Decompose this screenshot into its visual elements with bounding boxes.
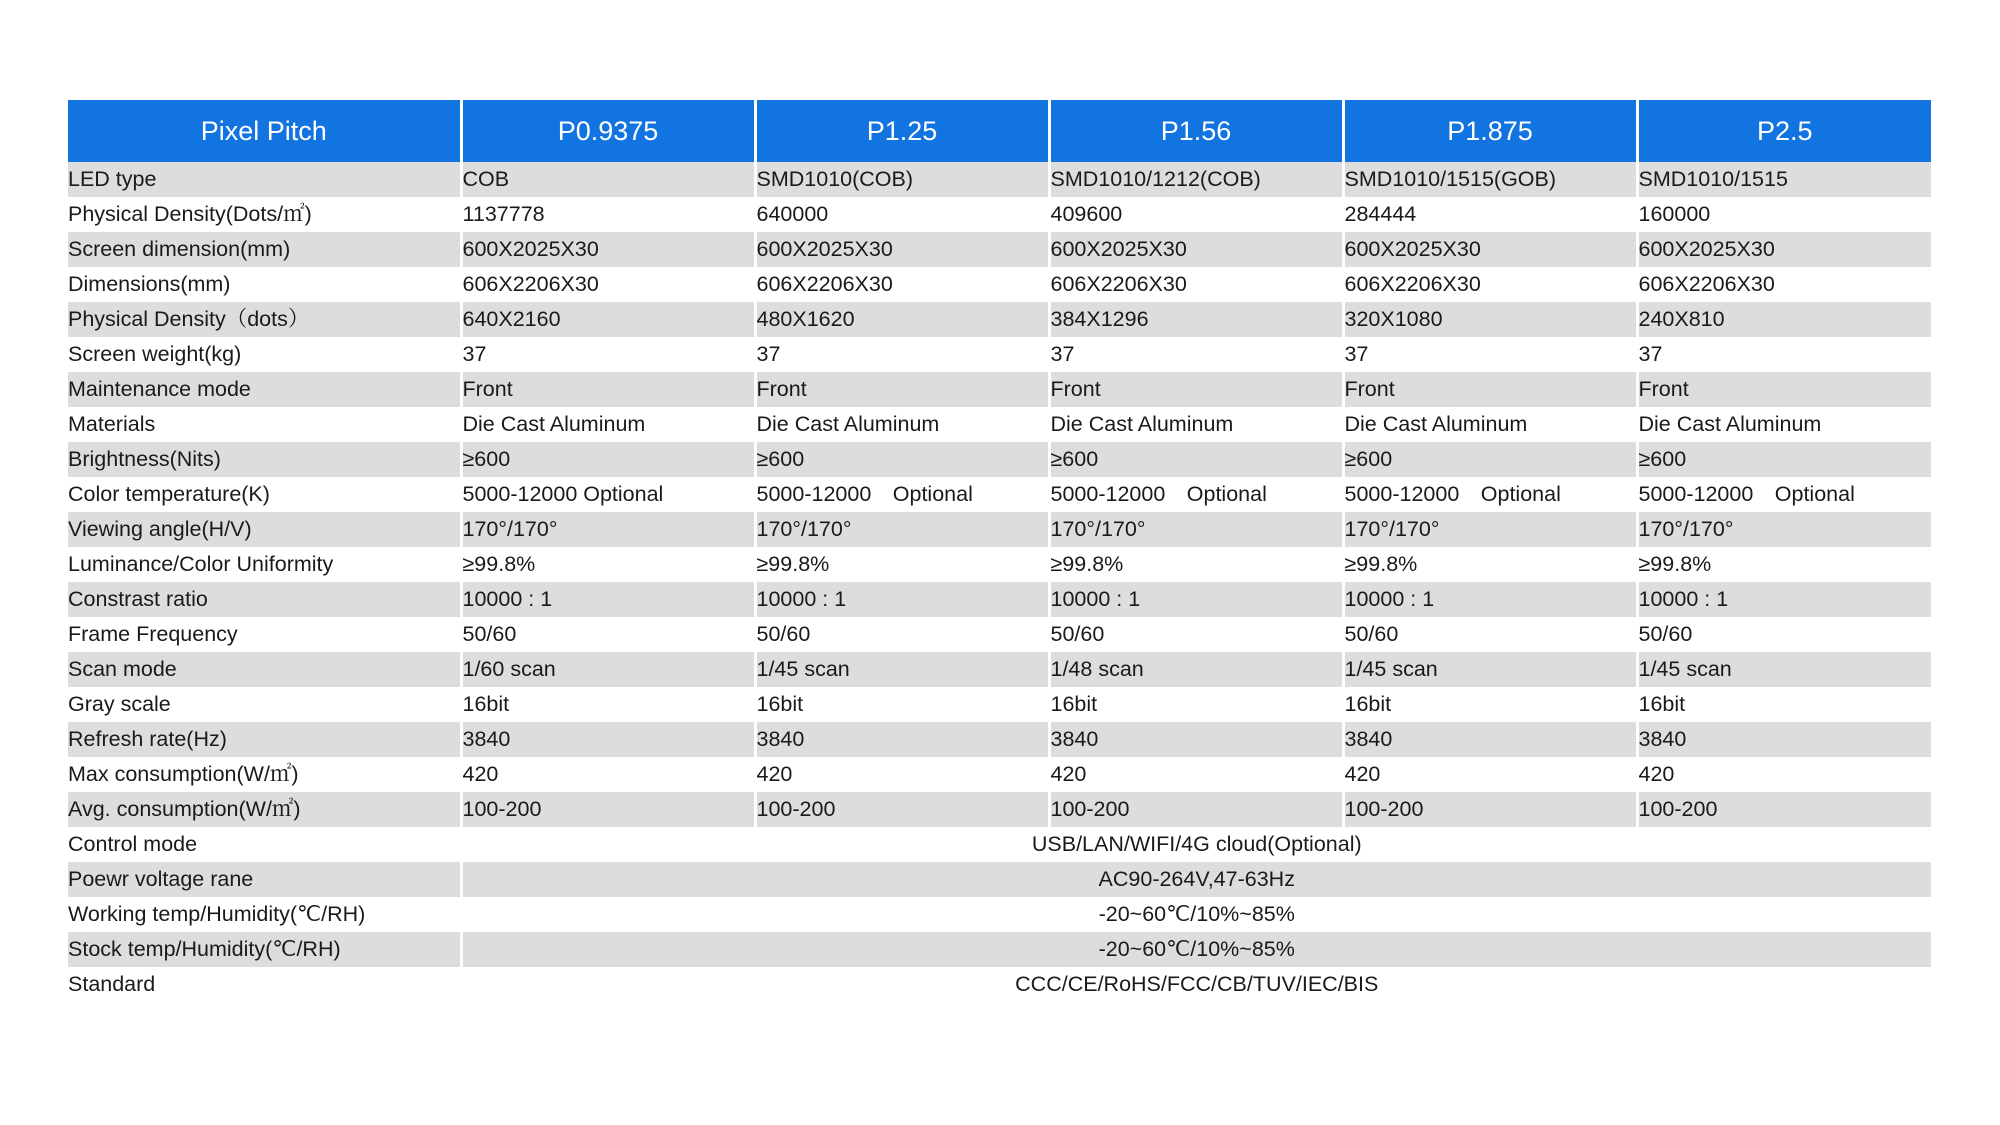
row-label: Avg. consumption(W/㎡) <box>68 792 461 827</box>
table-row <box>68 232 1931 267</box>
table-row <box>68 547 1931 582</box>
table-row <box>68 267 1931 302</box>
table-row <box>68 512 1931 547</box>
row-label: Max consumption(W/㎡) <box>68 757 461 792</box>
table-row <box>68 967 1931 1002</box>
row-label: Control mode <box>68 827 461 862</box>
row-cell: 600X2025X30 <box>1049 232 1343 267</box>
row-cell: ≥99.8% <box>1049 547 1343 582</box>
row-cell: 3840 <box>461 722 755 757</box>
row-cell: ≥600 <box>1049 442 1343 477</box>
row-cell: 606X2206X30 <box>755 267 1049 302</box>
row-label: Constrast ratio <box>68 582 461 617</box>
row-cell: ≥600 <box>755 442 1049 477</box>
row-cell: 37 <box>1049 337 1343 372</box>
table-row <box>68 757 1931 792</box>
row-cell: 16bit <box>1049 687 1343 722</box>
table-row <box>68 372 1931 407</box>
row-cell: 100-200 <box>461 792 755 827</box>
row-cell: 170°/170° <box>1343 512 1637 547</box>
row-cell: 10000 : 1 <box>1049 582 1343 617</box>
header-cell-p1875: P1.875 <box>1343 100 1637 162</box>
row-cell: 50/60 <box>755 617 1049 652</box>
row-label: Frame Frequency <box>68 617 461 652</box>
row-label: Standard <box>68 967 461 1002</box>
row-cell: 600X2025X30 <box>1637 232 1931 267</box>
row-cell: 606X2206X30 <box>461 267 755 302</box>
table-row <box>68 442 1931 477</box>
table-row <box>68 477 1931 512</box>
row-label: Poewr voltage rane <box>68 862 461 897</box>
table-row <box>68 197 1931 232</box>
row-cell: 284444 <box>1343 197 1637 232</box>
row-cell: 50/60 <box>461 617 755 652</box>
row-cell: 100-200 <box>1049 792 1343 827</box>
row-label: LED type <box>68 162 461 197</box>
table-header <box>68 100 1931 162</box>
row-cell: 1/45 scan <box>755 652 1049 687</box>
row-cell: 16bit <box>1343 687 1637 722</box>
row-cell: ≥99.8% <box>1637 547 1931 582</box>
row-cell: 1/60 scan <box>461 652 755 687</box>
row-label: Luminance/Color Uniformity <box>68 547 461 582</box>
row-cell: 606X2206X30 <box>1049 267 1343 302</box>
table-row <box>68 582 1931 617</box>
table-row <box>68 302 1931 337</box>
table-row <box>68 722 1931 757</box>
row-cell: 170°/170° <box>755 512 1049 547</box>
row-cell: Front <box>1637 372 1931 407</box>
row-cell: 640X2160 <box>461 302 755 337</box>
row-label: Stock temp/Humidity(℃/RH) <box>68 932 461 967</box>
row-cell: 600X2025X30 <box>461 232 755 267</box>
row-merged-value: -20~60℃/10%~85% <box>461 932 1931 967</box>
row-merged-value: -20~60℃/10%~85% <box>461 897 1931 932</box>
row-cell: ≥600 <box>1343 442 1637 477</box>
row-cell: Die Cast Aluminum <box>461 407 755 442</box>
table-row <box>68 687 1931 722</box>
row-cell: 160000 <box>1637 197 1931 232</box>
row-cell: 170°/170° <box>461 512 755 547</box>
row-cell: 420 <box>1049 757 1343 792</box>
row-label: Screen dimension(mm) <box>68 232 461 267</box>
row-cell: 37 <box>1637 337 1931 372</box>
row-label: Brightness(Nits) <box>68 442 461 477</box>
row-merged-value: USB/LAN/WIFI/4G cloud(Optional) <box>461 827 1931 862</box>
row-cell: Die Cast Aluminum <box>1637 407 1931 442</box>
row-cell: 420 <box>461 757 755 792</box>
row-cell: SMD1010/1212(COB) <box>1049 162 1343 197</box>
row-merged-value: AC90-264V,47-63Hz <box>461 862 1931 897</box>
row-label: Scan mode <box>68 652 461 687</box>
table-row <box>68 792 1931 827</box>
row-cell: COB <box>461 162 755 197</box>
row-cell: ≥600 <box>1637 442 1931 477</box>
row-cell: 606X2206X30 <box>1343 267 1637 302</box>
header-row <box>68 100 1931 162</box>
header-cell-pixel-pitch: Pixel Pitch <box>68 100 461 162</box>
row-cell: Die Cast Aluminum <box>1049 407 1343 442</box>
row-merged-value: CCC/CE/RoHS/FCC/CB/TUV/IEC/BIS <box>461 967 1931 1002</box>
row-cell: 320X1080 <box>1343 302 1637 337</box>
row-label: Screen weight(kg) <box>68 337 461 372</box>
table-row <box>68 407 1931 442</box>
row-cell: Front <box>1343 372 1637 407</box>
row-cell: 16bit <box>755 687 1049 722</box>
row-label: Dimensions(mm) <box>68 267 461 302</box>
row-cell: 5000-12000 Optional <box>755 477 1049 512</box>
row-cell: 37 <box>755 337 1049 372</box>
row-cell: 16bit <box>1637 687 1931 722</box>
row-cell: 1/48 scan <box>1049 652 1343 687</box>
row-cell: 600X2025X30 <box>755 232 1049 267</box>
table-row <box>68 897 1931 932</box>
row-cell: 100-200 <box>1637 792 1931 827</box>
row-cell: 10000 : 1 <box>755 582 1049 617</box>
row-cell: 640000 <box>755 197 1049 232</box>
row-cell: 50/60 <box>1637 617 1931 652</box>
row-label: Viewing angle(H/V) <box>68 512 461 547</box>
row-label: Maintenance mode <box>68 372 461 407</box>
row-cell: 420 <box>1343 757 1637 792</box>
row-cell: 3840 <box>755 722 1049 757</box>
row-cell: 10000 : 1 <box>1637 582 1931 617</box>
row-cell: 600X2025X30 <box>1343 232 1637 267</box>
row-cell: Die Cast Aluminum <box>755 407 1049 442</box>
row-cell: 100-200 <box>755 792 1049 827</box>
row-cell: 3840 <box>1637 722 1931 757</box>
row-cell: 3840 <box>1049 722 1343 757</box>
row-cell: Die Cast Aluminum <box>1343 407 1637 442</box>
row-cell: 1/45 scan <box>1637 652 1931 687</box>
row-cell: 5000-12000 Optional <box>1049 477 1343 512</box>
row-cell: 1137778 <box>461 197 755 232</box>
row-label: Materials <box>68 407 461 442</box>
row-cell: 480X1620 <box>755 302 1049 337</box>
row-label: Physical Density（dots） <box>68 302 461 337</box>
row-cell: 240X810 <box>1637 302 1931 337</box>
row-cell: ≥99.8% <box>1343 547 1637 582</box>
header-cell-p09375: P0.9375 <box>461 100 755 162</box>
row-cell: 5000-12000 Optional <box>461 477 755 512</box>
row-cell: 3840 <box>1343 722 1637 757</box>
row-cell: 5000-12000 Optional <box>1637 477 1931 512</box>
row-cell: 170°/170° <box>1049 512 1343 547</box>
row-cell: 384X1296 <box>1049 302 1343 337</box>
row-cell: ≥99.8% <box>461 547 755 582</box>
row-cell: SMD1010(COB) <box>755 162 1049 197</box>
header-cell-p156: P1.56 <box>1049 100 1343 162</box>
row-label: Color temperature(K) <box>68 477 461 512</box>
row-cell: 16bit <box>461 687 755 722</box>
row-cell: 100-200 <box>1343 792 1637 827</box>
table-row <box>68 617 1931 652</box>
row-label: Working temp/Humidity(℃/RH) <box>68 897 461 932</box>
row-cell: 50/60 <box>1343 617 1637 652</box>
row-cell: 37 <box>461 337 755 372</box>
row-cell: 10000 : 1 <box>1343 582 1637 617</box>
row-cell: 37 <box>1343 337 1637 372</box>
row-cell: 420 <box>1637 757 1931 792</box>
row-cell: Front <box>755 372 1049 407</box>
header-cell-p125: P1.25 <box>755 100 1049 162</box>
table-row <box>68 862 1931 897</box>
specification-table <box>68 100 1931 1002</box>
row-cell: 170°/170° <box>1637 512 1931 547</box>
row-cell: 10000 : 1 <box>461 582 755 617</box>
row-cell: 409600 <box>1049 197 1343 232</box>
table-row <box>68 932 1931 967</box>
table-row <box>68 827 1931 862</box>
row-label: Refresh rate(Hz) <box>68 722 461 757</box>
table-body <box>68 162 1931 1002</box>
row-cell: SMD1010/1515 <box>1637 162 1931 197</box>
row-cell: Front <box>461 372 755 407</box>
row-cell: 1/45 scan <box>1343 652 1637 687</box>
row-cell: SMD1010/1515(GOB) <box>1343 162 1637 197</box>
table-row <box>68 162 1931 197</box>
row-cell: ≥600 <box>461 442 755 477</box>
row-label: Physical Density(Dots/㎡) <box>68 197 461 232</box>
row-cell: ≥99.8% <box>755 547 1049 582</box>
row-cell: 606X2206X30 <box>1637 267 1931 302</box>
row-cell: 420 <box>755 757 1049 792</box>
table-row <box>68 337 1931 372</box>
table-row <box>68 652 1931 687</box>
row-cell: 50/60 <box>1049 617 1343 652</box>
row-cell: 5000-12000 Optional <box>1343 477 1637 512</box>
row-label: Gray scale <box>68 687 461 722</box>
header-cell-p25: P2.5 <box>1637 100 1931 162</box>
row-cell: Front <box>1049 372 1343 407</box>
